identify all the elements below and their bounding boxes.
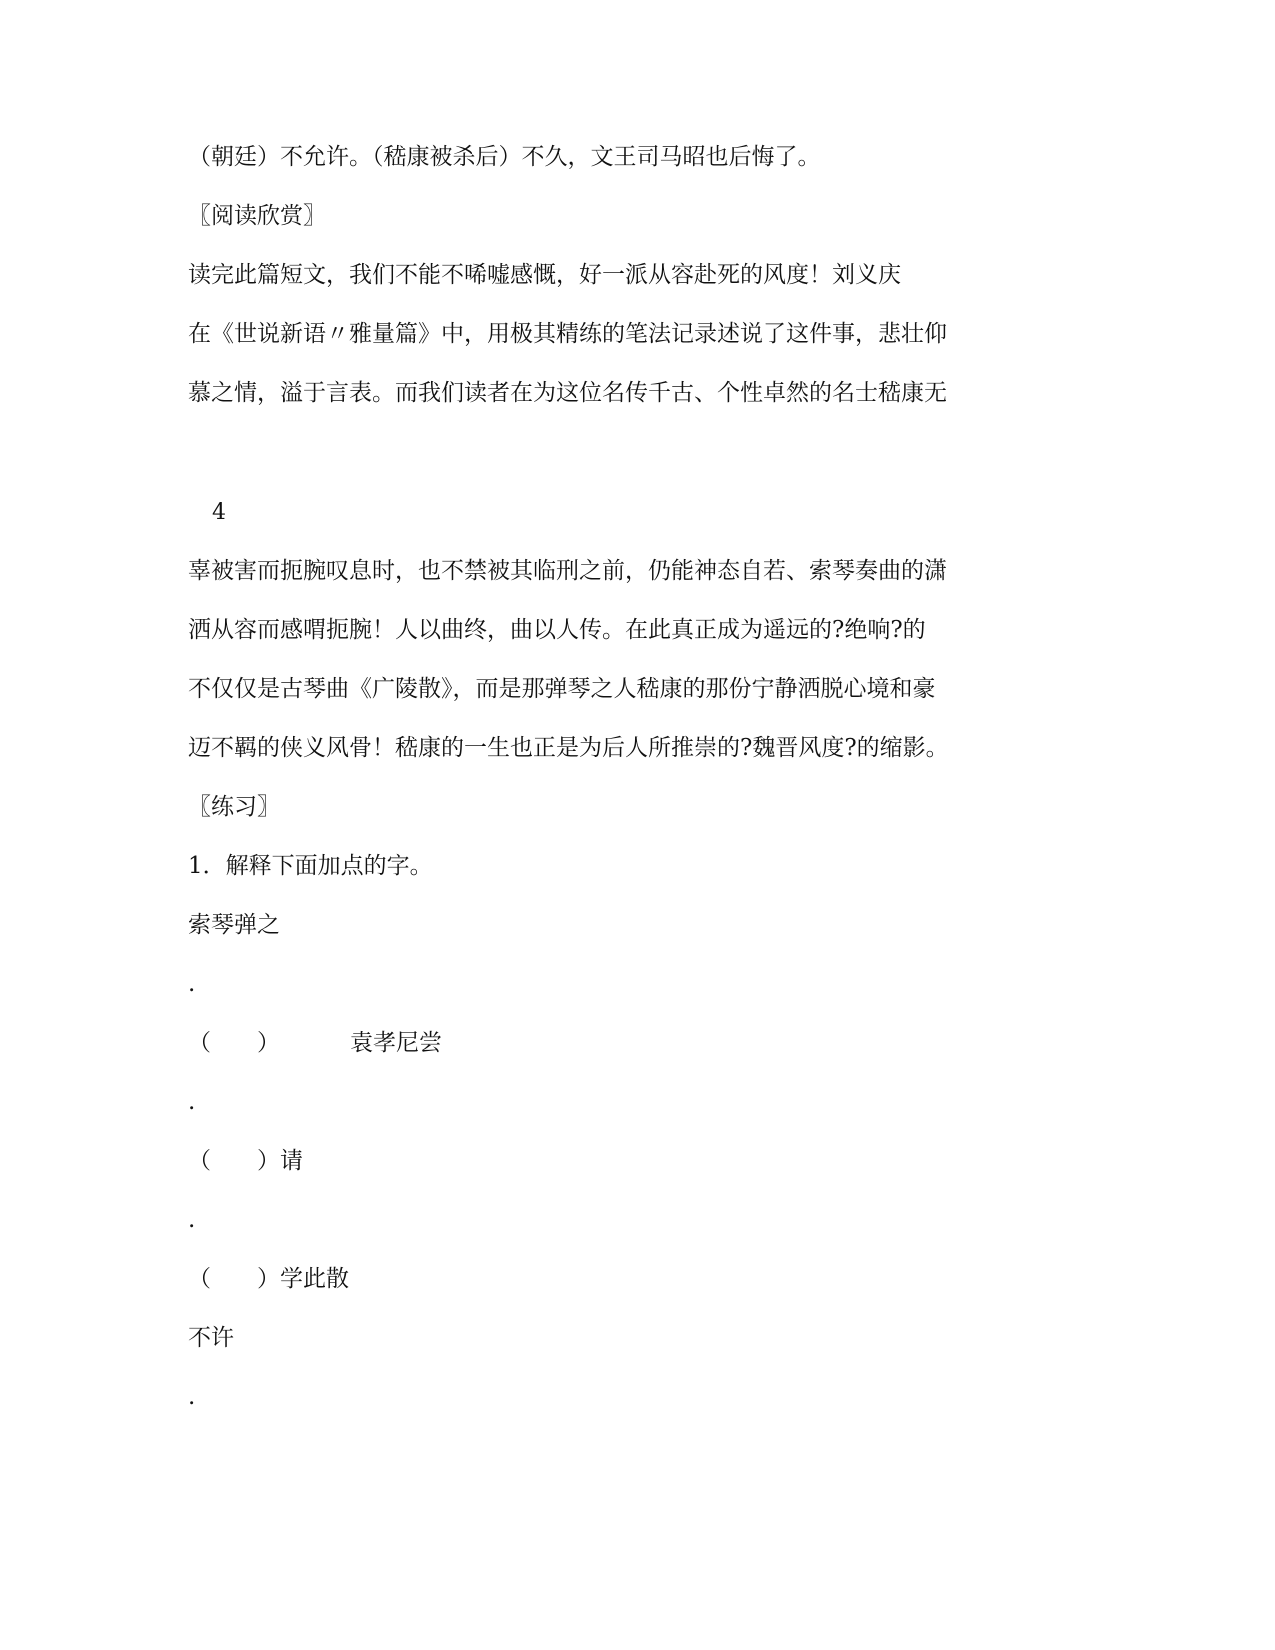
question-1: 1．解释下面加点的字。 [188,853,433,879]
page-number: 4 [212,500,226,525]
text-line: 在《世说新语〃雅量篇》中，用极其精练的笔法记录述说了这件事，悲壮仰 [188,321,947,347]
exercise-item: 袁孝尼尝 [350,1030,442,1056]
text-line: 慕之情，溢于言表。而我们读者在为这位名传千古、个性卓然的名士嵇康无 [188,380,947,406]
text-line: 读完此篇短文，我们不能不唏嘘感慨，好一派从容赴死的风度！刘义庆 [188,262,901,288]
emphasis-dot: . [188,971,196,997]
emphasis-dot: . [188,1384,196,1410]
text-line: 不仅仅是古琴曲《广陵散》，而是那弹琴之人嵇康的那份宁静洒脱心境和豪 [188,676,936,702]
text-line: （朝廷）不允许。（嵇康被杀后）不久，文王司马昭也后悔了。 [188,144,821,170]
text-line: 洒从容而感喟扼腕！人以曲终，曲以人传。在此真正成为遥远的?绝响?的 [188,617,926,643]
answer-blank: （ ）请 [188,1148,303,1174]
section-heading-exercise: 〖练习〗 [188,794,280,820]
text-line: 迈不羁的侠义风骨！嵇康的一生也正是为后人所推崇的?魏晋风度?的缩影。 [188,735,949,761]
emphasis-dot: . [188,1089,196,1115]
exercise-item: 不许 [188,1325,234,1351]
exercise-item: 索琴弹之 [188,912,280,938]
emphasis-dot: . [188,1207,196,1233]
answer-blank-row [188,1028,442,1058]
answer-blank: （ ）学此散 [188,1266,349,1292]
section-heading-reading: 〖阅读欣赏〗 [188,203,326,229]
answer-blank: （ ） [188,1030,280,1056]
text-line: 辜被害而扼腕叹息时，也不禁被其临刑之前，仍能神态自若、索琴奏曲的潇 [188,558,947,584]
